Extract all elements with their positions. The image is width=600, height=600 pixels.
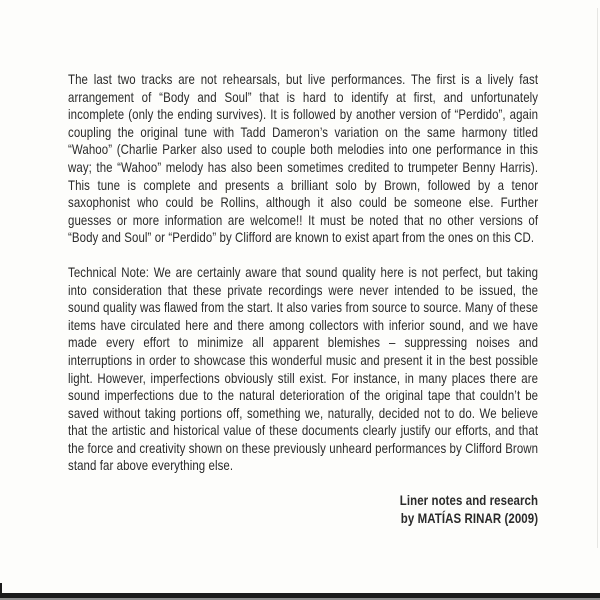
- credits-line-2: by MATÍAS RINAR (2009): [400, 509, 539, 526]
- credits-line-1: Liner notes and research: [399, 492, 539, 509]
- paragraph-technical-note: Technical Note: We are certainly aware that sound quality here is not perfect, but taking into consideration that these private recordings were never intended to be issued, the sound quality was flawed from the start. It also varies from source to source. Many of these items have circulated here and there among collectors with inferior sound, and we have made every effort to minimize all apparent blemishes – suppressing noises and interruptions in order to showcase this wonderful music and present it in the best possible light. However, imperfections obviously still exist. For instance, in many places there are sound imperfections due to the natural deterioration of the original tape that couldn’t be saved without taking portions off, something we, naturally, decided not to do. We believe that the artistic and historical value of these documents clearly justify our efforts, and that the force and creativity shown on these previously unheard performances by Clifford Brown stand far above everything else.: [68, 263, 539, 474]
- scan-right-edge-line: [597, 8, 598, 548]
- paragraph-live-performances: The last two tracks are not rehearsals, but live performances. The first is a lively fast arrangement of “Body and Soul” that is hard to identify at first, and unfortunately incomplete (only the ending survives). It is followed by another version of “Perdido”, again coupling the original tune with Tadd Dameron’s variation on the same harmony titled “Wahoo” (Charlie Parker also used to couple both melodies into one performance in this way; the “Wahoo” melody has also been sometimes credited to trumpeter Benny Harris). This tune is complete and presents a brilliant solo by Brown, followed by a tenor saxophonist who could be Rollins, although it also could be someone else. Further guesses or more information are welcome!! It must be noted that no other versions of “Body and Soul” or “Perdido” by Clifford are known to exist apart from the ones on this CD.: [68, 71, 539, 246]
- liner-notes-text-block: [68, 71, 538, 527]
- credits-block: [68, 492, 538, 527]
